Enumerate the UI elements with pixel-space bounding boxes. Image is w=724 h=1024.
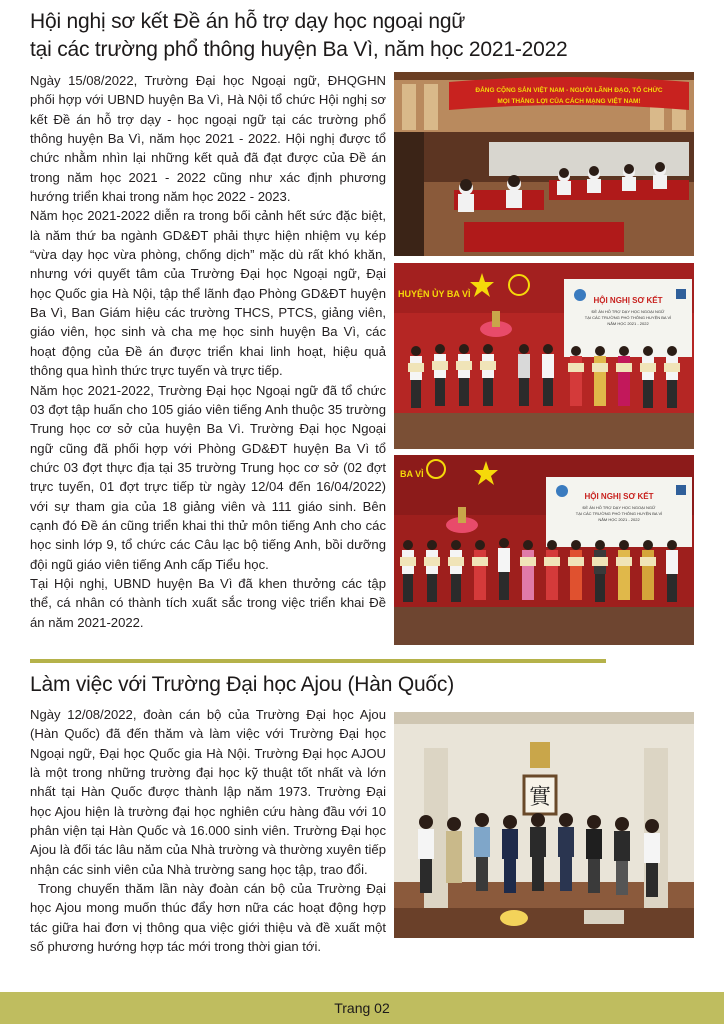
article-2-title [30, 671, 710, 699]
article-1-body [30, 71, 386, 632]
article-2-paragraph: Trong chuyến thăm lần này đoàn cán bộ của Trường Đại học Ajou mong muốn thúc đẩy hơn nữa các hoạt động hợp tác giữa hai đơn vị thông qua việc giới thiệu và đề xuất một số phương hướng hợp tác mới trong thời gian tới. [30, 881, 386, 955]
screen-subtitle-3: NĂM HỌC 2021 - 2022 [598, 517, 640, 522]
screen-title: HỘI NGHỊ SƠ KẾT [584, 492, 654, 501]
award-ceremony-illustration-1 [394, 263, 694, 449]
article-2-title-text: Làm việc với Trường Đại học Ajou (Hàn Quốc) [30, 673, 455, 696]
award-ceremony-photo-1 [394, 263, 694, 449]
screen-subtitle-2: TẠI CÁC TRƯỜNG PHỔ THÔNG HUYỆN BA VÌ [575, 511, 663, 516]
article-1-paragraph: Tại Hội nghị, UBND huyện Ba Vì đã khen thưởng các tập thể, cá nhân có thành tích xuất sắc trong việc triển khai Đề án năm 2021-2022. [30, 575, 386, 630]
article-1-paragraph: Năm học 2021-2022 diễn ra trong bối cảnh hết sức đặc biệt, là năm thứ ba ngành GD&ĐT phải thực hiện nhiệm vụ kép “vừa dạy học vừa phòng, chống dịch” mặc dù rất khó khăn, nhưng với quyết tâm của Trường Đại học Ngoại ngữ, Đại học Quốc gia Hà Nội, tập thể lãnh đạo Phòng GD&ĐT huyện Ba Vì, Ban Giám hiệu các trường THCS, PTCS, giảng viên, giáo viên, học sinh và cha mẹ học sinh huyện Ba Vì, các hoạt động của Đề án được triển khai linh hoạt, hiệu quả thông qua hình thức trực tuyến và trực tiếp. [30, 208, 386, 379]
screen-title: HỘI NGHỊ SƠ KẾT [593, 296, 663, 305]
award-ceremony-illustration-2 [394, 455, 694, 645]
article-1-title [30, 8, 710, 64]
ajou-delegation-photo [394, 712, 694, 938]
article-2-paragraph: Ngày 12/08/2022, đoàn cán bộ của Trường Đại học Ajou (Hàn Quốc) đã đến thăm và làm việc với Trường Đại học Ngoại ngữ, Đại học Quốc gia Hà Nội. Trường Đại học AJOU là một trong những trường đại học kỹ thuật tốt nhất và lớn nhất tại Hàn Quốc được thành lập năm 1973. Trường Đại học Ajou hiện là trường đại học nghiên cứu hàng đầu với 10 phân viện tại Hàn Quốc và 16.000 sinh viên. Trường Đại học Ajou là đối tác lâu năm của Nhà trường và thường xuyên tiếp nhận các sinh viên của Nhà trường sang học tập, trao đổi. [30, 707, 386, 877]
article-1-title-line-2: tại các trường phổ thông huyện Ba Vì, năm học 2021-2022 [30, 38, 568, 61]
banner-line-1: ĐẢNG CỘNG SẢN VIỆT NAM - NGƯỜI LÃNH ĐẠO, TỔ CHỨC [475, 87, 663, 94]
section-divider [30, 659, 606, 663]
wall-text: HUYỆN ỦY BA VÌ [398, 289, 471, 299]
article-1-paragraph: Năm học 2021-2022, Trường Đại học Ngoại ngữ đã tổ chức 03 đợt tập huấn cho 105 giáo viên tiếng Anh thuộc 35 trường Trung học cơ sở của huyện Ba Vì. Trường Đại học Ngoại ngữ cũng đã phối hợp với Phòng GD&ĐT huyện Ba Vì tổ chức 03 đợt thực địa tại 35 trường Trung học cơ sở (02 đợt trực tuyến, 01 đợt trực tiếp từ ngày 12/04 đến 16/04/2022) với sự tham gia của 18 giảng viên và 111 giáo sinh. Bên cạnh đó Đề án cũng triển khai thi thử môn tiếng Anh cho các học sinh lớp 9, tổ chức các Câu lạc bộ tiếng Anh, bồi dưỡng đội ngũ giáo viên tiếng Anh cấp Tiểu học. [30, 382, 386, 572]
conference-hall-photo [394, 72, 694, 256]
ajou-delegation-illustration [394, 712, 694, 938]
banner-line-2: MỌI THẮNG LỢI CỦA CÁCH MẠNG VIỆT NAM! [497, 98, 641, 105]
screen-subtitle-1: ĐỀ ÁN HỖ TRỢ DẠY HỌC NGOẠI NGỮ [591, 309, 665, 314]
award-ceremony-photo-2 [394, 455, 694, 645]
screen-subtitle-3: NĂM HỌC 2021 - 2022 [607, 321, 649, 326]
calligraphy-scroll: 實 [528, 785, 552, 810]
article-1-paragraph: Ngày 15/08/2022, Trường Đại học Ngoại ngữ, ĐHQGHN phối hợp với UBND huyện Ba Vì, Hà Nội tổ chức Hội nghị sơ kết Đề án hỗ trợ dạy - học ngoại ngữ tại các trường phổ thông huyện Ba Vì, năm học 2021 - 2022. Hội nghị được tổ chức nhằm nhìn lại những kết quả đã đạt được của Đề án trong năm học 2021 - 2022 cũng như xác định phương hướng triển khai trong năm học 2022 - 2023. [30, 73, 386, 205]
conference-hall-illustration [394, 72, 694, 256]
screen-subtitle-1: ĐỀ ÁN HỖ TRỢ DẠY HỌC NGOẠI NGỮ [582, 505, 656, 510]
article-2-body [30, 705, 386, 956]
screen-subtitle-2: TẠI CÁC TRƯỜNG PHỔ THÔNG HUYỆN BA VÌ [584, 315, 672, 320]
wall-text: BA VÌ [400, 469, 424, 479]
page-number: Trang 02 [334, 1000, 390, 1016]
article-1-title-line-1: Hội nghị sơ kết Đề án hỗ trợ dạy học ngoại ngữ [30, 10, 466, 33]
